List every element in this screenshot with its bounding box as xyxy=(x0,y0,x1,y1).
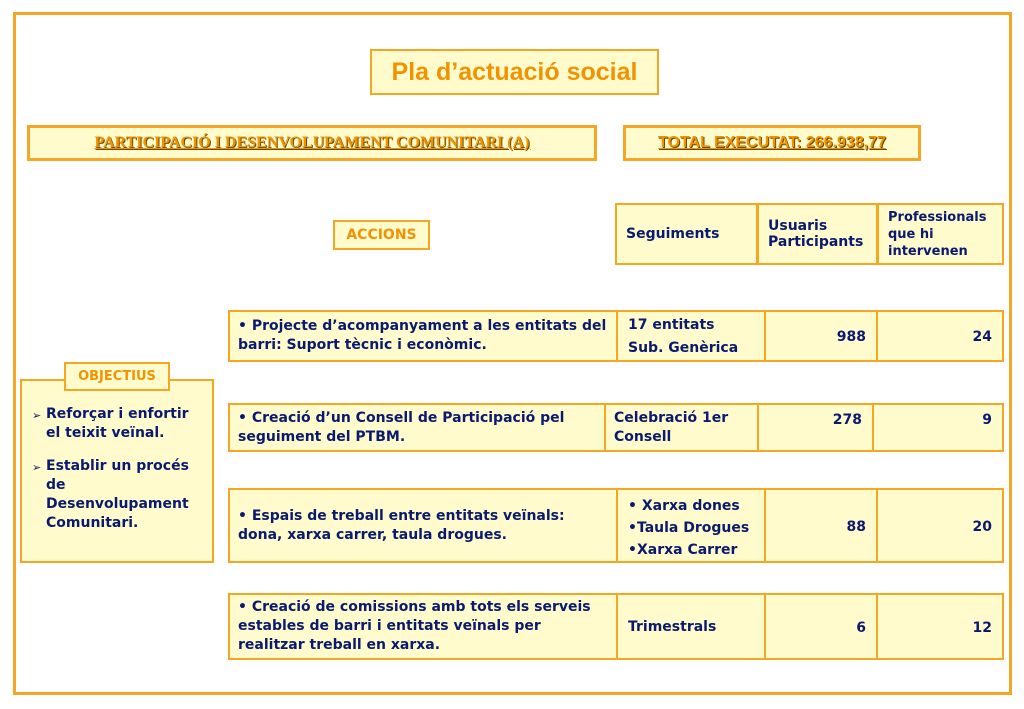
usuaris-cell: 6 xyxy=(764,593,878,660)
objectiu-item xyxy=(32,405,204,443)
accions-label: ACCIONS xyxy=(333,220,430,250)
seguiments-cell xyxy=(616,488,766,563)
accio-cell: • Creació d’un Consell de Participació pel seguiment del PTBM. xyxy=(228,403,606,452)
seguiment-line: 17 entitats xyxy=(628,317,715,333)
header-usuaris: Usuaris Participants xyxy=(757,203,878,265)
usuaris-cell: 988 xyxy=(764,310,878,362)
objectius-label: OBJECTIUS xyxy=(64,362,170,391)
seguiments-cell xyxy=(616,310,766,362)
usuaris-cell: 88 xyxy=(764,488,878,563)
objectiu-text: Reforçar i enfortir el teixit veïnal. xyxy=(46,406,189,441)
accio-cell: • Creació de comissions amb tots els serveis estables de barri i entitats veïnals per realitzar treball en xarxa. xyxy=(228,593,618,660)
header-seguiments: Seguiments xyxy=(615,203,758,265)
arrow-bullet-icon: ➢ xyxy=(32,461,42,474)
accio-cell: • Espais de treball entre entitats veïnals: dona, xarxa carrer, taula drogues. xyxy=(228,488,618,563)
professionals-cell: 20 xyxy=(876,488,1004,563)
seguiments-cell xyxy=(604,403,759,452)
seguiment-line: Trimestrals xyxy=(628,619,717,635)
header-professionals: Professionals que hi intervenen xyxy=(877,203,1004,265)
objectiu-text: Establir un procés de Desenvolupament Comunitari. xyxy=(46,458,189,531)
page-title: Pla d’actuació social xyxy=(370,49,659,95)
professionals-cell: 12 xyxy=(876,593,1004,660)
seguiment-line: •Xarxa Carrer xyxy=(628,542,738,558)
total-executat-banner: TOTAL EXECUTAT: 266.938,77 xyxy=(623,125,921,161)
arrow-bullet-icon: ➢ xyxy=(32,409,42,422)
professionals-cell: 9 xyxy=(872,403,1004,452)
objectius-box xyxy=(20,379,214,563)
usuaris-cell: 278 xyxy=(757,403,874,452)
objectiu-item xyxy=(32,457,204,533)
seguiments-cell xyxy=(616,593,766,660)
seguiment-line: Sub. Genèrica xyxy=(628,340,739,356)
section-banner: PARTICIPACIÓ I DESENVOLUPAMENT COMUNITARI (A) xyxy=(27,125,597,161)
accio-cell: • Projecte d’acompanyament a les entitats del barri: Suport tècnic i econòmic. xyxy=(228,310,618,362)
seguiment-line: • Xarxa dones xyxy=(628,498,740,514)
seguiment-line: Celebració 1er Consell xyxy=(614,410,729,445)
professionals-cell: 24 xyxy=(876,310,1004,362)
seguiment-line: •Taula Drogues xyxy=(628,520,750,536)
